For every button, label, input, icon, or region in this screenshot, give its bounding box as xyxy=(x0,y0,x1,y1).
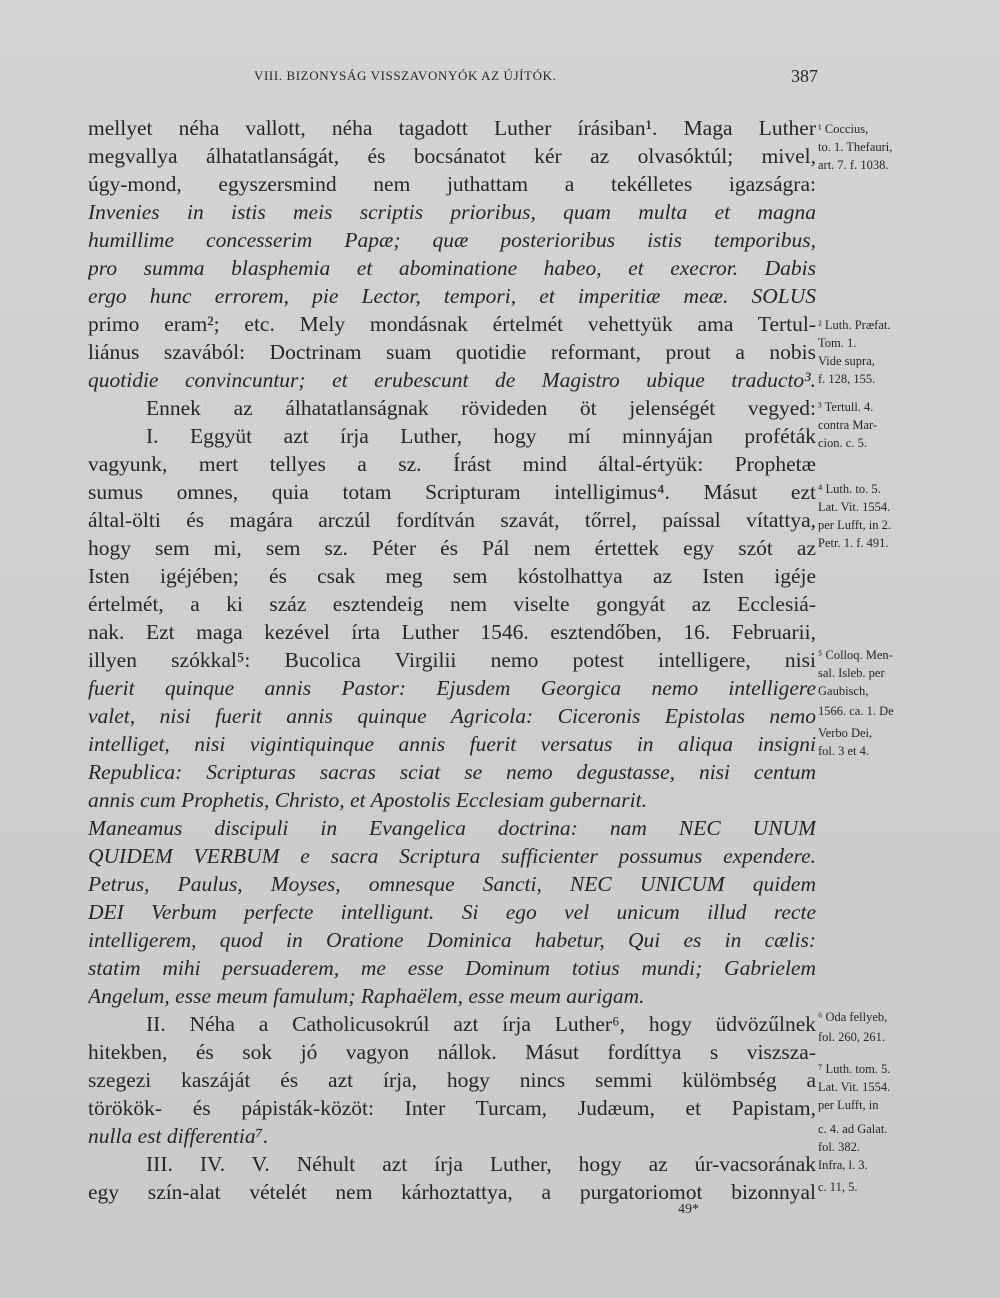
margin-note: cion. c. 5. xyxy=(818,436,867,450)
margin-note: c. 11, 5. xyxy=(818,1180,858,1194)
margin-note: c. 4. ad Galat. xyxy=(818,1122,888,1136)
running-header xyxy=(254,66,818,90)
margin-note: ² Luth. Præfat. xyxy=(818,318,891,332)
margin-note: Tom. 1. xyxy=(818,336,857,350)
text-line: Isten igéjében; és csak meg sem kóstolhattya az Isten igéje xyxy=(88,564,816,588)
text-line: Angelum, esse meum famulum; Raphaëlem, esse meum aurigam. xyxy=(88,984,645,1008)
margin-note: ⁷ Luth. tom. 5. xyxy=(818,1062,891,1076)
margin-note: sal. Isleb. per xyxy=(818,666,885,680)
text-line: Invenies in istis meis scriptis prioribus, quam multa et magna xyxy=(88,200,816,224)
text-line: szegezi kaszáját és azt írja, hogy nincs semmi külömbség a xyxy=(88,1068,816,1092)
text-line: II. Néha a Catholicusokrúl azt írja Luther⁶, hogy üdvözűlnek xyxy=(146,1012,816,1036)
text-line: törökök- és pápisták-közöt: Inter Turcam, Judæum, et Papistam, xyxy=(88,1096,816,1120)
chapter-title: VIII. BIZONYSÁG VISSZAVONYÓK AZ ÚJÍTÓK. xyxy=(254,68,557,83)
margin-note: Infra, l. 3. xyxy=(818,1158,868,1172)
margin-note: per Lufft, in xyxy=(818,1098,879,1112)
text-line: pro summa blasphemia et abominatione habeo, et execror. Dabis xyxy=(88,256,816,280)
margin-note: Verbo Dei, xyxy=(818,726,873,740)
margin-note: Lat. Vit. 1554. xyxy=(818,1080,891,1094)
text-line: DEI Verbum perfecte intelligunt. Si ego vel unicum illud recte xyxy=(88,900,816,924)
page-number: 387 xyxy=(791,66,818,86)
margin-note: fol. 382. xyxy=(818,1140,861,1154)
text-line: megvallya álhatatlanságát, és bocsánatot kér az olvasóktúl; mivel, xyxy=(88,144,816,168)
text-line: mellyet néha vallott, néha tagadott Luther írásiban¹. Maga Luther xyxy=(88,116,816,140)
margin-note: fol. 3 et 4. xyxy=(818,744,870,758)
text-line: Ennek az álhatatlanságnak rövideden öt jelenségét vegyed: xyxy=(146,396,816,420)
text-line: I. Eggyüt azt írja Luther, hogy mí minnyájan proféták xyxy=(146,424,816,448)
margin-note: f. 128, 155. xyxy=(818,372,876,386)
text-line: által-ölti és magára arczúl fordítván szavát, tőrrel, paíssal vítattya, xyxy=(88,508,816,532)
text-line: QUIDEM VERBUM e sacra Scriptura sufficienter possumus expendere. xyxy=(88,844,816,868)
text-line: III. IV. V. Néhult azt írja Luther, hogy az úr-vacsorának xyxy=(146,1152,816,1176)
margin-note: ¹ Coccius, xyxy=(818,122,869,136)
margin-note: art. 7. f. 1038. xyxy=(818,158,889,172)
text-line: értelmét, a ki száz esztendeig nem viselte gongyát az Ecclesiá- xyxy=(88,592,816,616)
margin-note: ⁴ Luth. to. 5. xyxy=(818,482,881,496)
margin-note: 1566. ca. 1. De xyxy=(818,704,894,718)
text-line: Maneamus discipuli in Evangelica doctrina: nam NEC UNUM xyxy=(88,816,816,840)
text-line: fuerit quinque annis Pastor: Ejusdem Georgica nemo intelligere xyxy=(88,676,816,700)
text-line: nulla est differentia⁷. xyxy=(88,1124,269,1148)
margin-note: per Lufft, in 2. xyxy=(818,518,892,532)
margin-note: Vide supra, xyxy=(818,354,875,368)
margin-note: contra Mar- xyxy=(818,418,878,432)
margin-note: Petr. 1. f. 491. xyxy=(818,536,889,550)
text-line: hogy sem mi, sem sz. Péter és Pál nem értettek egy szót az xyxy=(88,536,816,560)
text-line: hitekben, és sok jó vagyon nállok. Másut fordíttya s viszsza- xyxy=(88,1040,816,1064)
text-line: humillime concesserim Papæ; quæ posterioribus istis temporibus, xyxy=(88,228,816,252)
text-line: egy szín-alat vételét nem kárhoztattya, a purgatoriomot bizonnyal xyxy=(88,1180,816,1204)
text-line: quotidie convincuntur; et erubescunt de Magistro ubique traducto³. xyxy=(88,368,816,392)
text-line: nak. Ezt maga kezével írta Luther 1546. esztendőben, 16. Februarii, xyxy=(88,620,816,644)
text-line: liánus szavából: Doctrinam suam quotidie reformant, prout a nobis xyxy=(88,340,816,364)
text-line: Petrus, Paulus, Moyses, omnesque Sancti, NEC UNICUM quidem xyxy=(88,872,816,896)
text-line: intelliget, nisi vigintiquinque annis fuerit versatus in aliqua insigni xyxy=(88,732,816,756)
margin-note: ⁶ Oda fellyeb, xyxy=(818,1010,888,1024)
signature-mark: 49* xyxy=(678,1202,699,1217)
text-line: úgy-mond, egyszersmind nem juthattam a tekélletes igazságra: xyxy=(88,172,816,196)
text-line: vagyunk, mert tellyes a sz. Írást mind által-értyük: Prophetæ xyxy=(88,452,816,476)
text-line: valet, nisi fuerit annis quinque Agricola: Ciceronis Epistolas nemo xyxy=(88,704,816,728)
margin-note: ³ Tertull. 4. xyxy=(818,400,874,414)
text-line: ergo hunc errorem, pie Lector, tempori, et imperitiæ meæ. SOLUS xyxy=(88,284,816,308)
margin-note: ⁵ Colloq. Men- xyxy=(818,648,893,662)
text-line: statim mihi persuaderem, me esse Dominum totius mundi; Gabrielem xyxy=(88,956,816,980)
text-line: annis cum Prophetis, Christo, et Apostolis Ecclesiam gubernarit. xyxy=(88,788,647,812)
text-line: illyen szókkal⁵: Bucolica Virgilii nemo potest intelligere, nisi xyxy=(88,648,816,672)
text-line: primo eram²; etc. Mely mondásnak értelmét vehettyük ama Tertul- xyxy=(88,312,816,336)
margin-note: Lat. Vit. 1554. xyxy=(818,500,891,514)
margin-note: fol. 260, 261. xyxy=(818,1030,886,1044)
text-line: sumus omnes, quia totam Scripturam intelligimus⁴. Másut ezt xyxy=(88,480,816,504)
margin-note: Gaubisch, xyxy=(818,684,869,698)
margin-note: to. 1. Thefauri, xyxy=(818,140,893,154)
text-line: intelligerem, quod in Oratione Dominica habetur, Qui es in cælis: xyxy=(88,928,816,952)
text-line: Republica: Scripturas sacras sciat se nemo degustasse, nisi centum xyxy=(88,760,816,784)
